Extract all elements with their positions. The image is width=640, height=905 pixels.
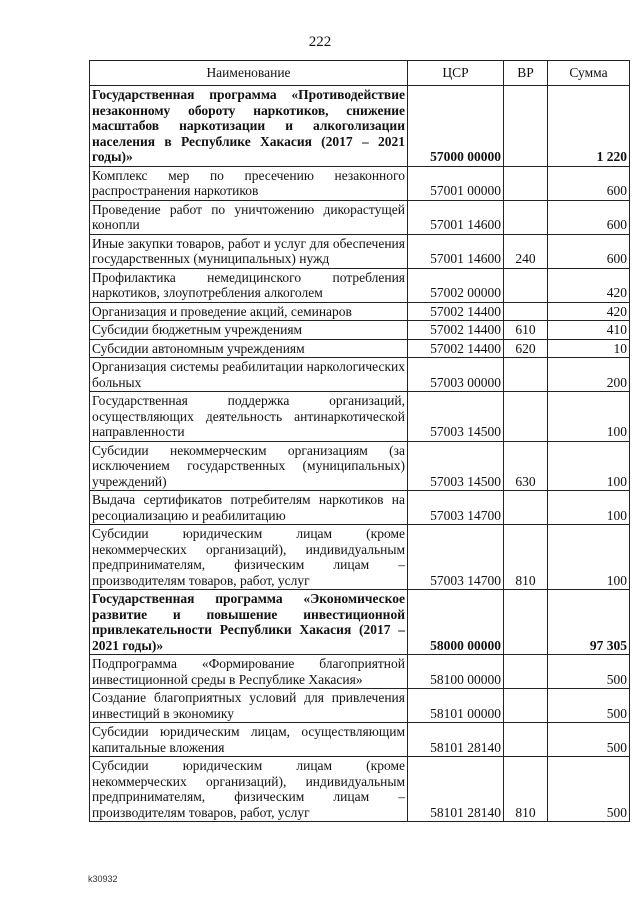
row-csr-cell: 57002 14400 — [408, 339, 504, 358]
row-sum-cell: 100 — [548, 525, 630, 590]
row-sum-cell: 10 — [548, 339, 630, 358]
row-vr-cell — [504, 689, 548, 723]
table-row — [90, 339, 630, 358]
row-sum-cell: 200 — [548, 358, 630, 392]
row-vr-cell: 610 — [504, 321, 548, 340]
row-sum-cell: 600 — [548, 200, 630, 234]
row-csr-cell: 58000 00000 — [408, 590, 504, 655]
row-csr-cell: 58101 28140 — [408, 757, 504, 822]
row-csr-cell: 57002 00000 — [408, 268, 504, 302]
row-sum-cell: 410 — [548, 321, 630, 340]
header-name: Наименование — [90, 61, 408, 86]
row-sum-cell: 500 — [548, 723, 630, 757]
table-header-row — [90, 61, 630, 86]
row-sum-cell: 100 — [548, 491, 630, 525]
row-name-cell: Профилактика немедицинского потребления наркотиков, злоупотребления алкоголем — [90, 268, 408, 302]
header-csr: ЦСР — [408, 61, 504, 86]
row-csr-cell: 57001 00000 — [408, 166, 504, 200]
row-name-cell: Создание благоприятных условий для привлечения инвестиций в экономику — [90, 689, 408, 723]
row-csr-cell: 58100 00000 — [408, 655, 504, 689]
table-row — [90, 302, 630, 321]
row-vr-cell: 810 — [504, 525, 548, 590]
row-csr-cell: 57003 14700 — [408, 525, 504, 590]
table-row — [90, 200, 630, 234]
row-name-cell: Организация и проведение акций, семинаров — [90, 302, 408, 321]
row-sum-cell: 500 — [548, 757, 630, 822]
row-vr-cell: 810 — [504, 757, 548, 822]
row-csr-cell: 57002 14400 — [408, 321, 504, 340]
row-sum-cell: 100 — [548, 392, 630, 442]
table-row — [90, 166, 630, 200]
row-name-cell: Выдача сертификатов потребителям наркотиков на ресоциализацию и реабилитацию — [90, 491, 408, 525]
table-row — [90, 655, 630, 689]
row-name-cell: Государственная программа «Противодействие незаконному обороту наркотиков, снижение масштабов наркотизации и алкоголизации населения в Республике Хакасия (2017 – 2021 годы)» — [90, 86, 408, 167]
row-csr-cell: 57000 00000 — [408, 86, 504, 167]
row-name-cell: Субсидии юридическим лицам, осуществляющим капитальные вложения — [90, 723, 408, 757]
row-vr-cell: 620 — [504, 339, 548, 358]
table-row — [90, 86, 630, 167]
row-sum-cell: 420 — [548, 302, 630, 321]
table-row — [90, 723, 630, 757]
row-csr-cell: 58101 00000 — [408, 689, 504, 723]
row-vr-cell — [504, 302, 548, 321]
row-sum-cell: 500 — [548, 655, 630, 689]
row-csr-cell: 57002 14400 — [408, 302, 504, 321]
row-sum-cell: 1 220 — [548, 86, 630, 167]
table-row — [90, 392, 630, 442]
row-name-cell: Проведение работ по уничтожению дикорастущей конопли — [90, 200, 408, 234]
row-name-cell: Подпрограмма «Формирование благоприятной инвестиционной среды в Республике Хакасия» — [90, 655, 408, 689]
table-row — [90, 757, 630, 822]
row-vr-cell: 240 — [504, 234, 548, 268]
table-row — [90, 358, 630, 392]
row-csr-cell: 57001 14600 — [408, 200, 504, 234]
row-sum-cell: 100 — [548, 441, 630, 491]
table-row — [90, 491, 630, 525]
row-name-cell: Организация системы реабилитации наркологических больных — [90, 358, 408, 392]
row-vr-cell — [504, 358, 548, 392]
table-body — [90, 86, 630, 822]
row-vr-cell: 630 — [504, 441, 548, 491]
row-sum-cell: 600 — [548, 234, 630, 268]
row-vr-cell — [504, 723, 548, 757]
header-sum: Сумма — [548, 61, 630, 86]
footer-code: k30932 — [88, 874, 118, 884]
header-vr: ВР — [504, 61, 548, 86]
row-name-cell: Государственная поддержка организаций, осуществляющих деятельность антинаркотической направленности — [90, 392, 408, 442]
row-csr-cell: 57001 14600 — [408, 234, 504, 268]
row-sum-cell: 500 — [548, 689, 630, 723]
row-vr-cell — [504, 200, 548, 234]
row-name-cell: Иные закупки товаров, работ и услуг для обеспечения государственных (муниципальных) нужд — [90, 234, 408, 268]
table-row — [90, 321, 630, 340]
table-row — [90, 268, 630, 302]
row-vr-cell — [504, 590, 548, 655]
row-name-cell: Субсидии некоммерческим организациям (за исключением государственных (муниципальных) учреждений) — [90, 441, 408, 491]
table-row — [90, 234, 630, 268]
budget-table — [89, 60, 630, 822]
row-csr-cell: 57003 14700 — [408, 491, 504, 525]
row-name-cell: Государственная программа «Экономическое развитие и повышение инвестиционной привлекательности Республики Хакасия (2017 – 2021 годы)» — [90, 590, 408, 655]
table-row — [90, 441, 630, 491]
row-csr-cell: 57003 14500 — [408, 392, 504, 442]
row-csr-cell: 57003 14500 — [408, 441, 504, 491]
table-row — [90, 525, 630, 590]
row-name-cell: Комплекс мер по пресечению незаконного распространения наркотиков — [90, 166, 408, 200]
row-csr-cell: 57003 00000 — [408, 358, 504, 392]
row-sum-cell: 97 305 — [548, 590, 630, 655]
table-row — [90, 590, 630, 655]
row-vr-cell — [504, 166, 548, 200]
row-sum-cell: 420 — [548, 268, 630, 302]
row-vr-cell — [504, 392, 548, 442]
row-csr-cell: 58101 28140 — [408, 723, 504, 757]
page-number: 222 — [308, 34, 332, 50]
row-vr-cell — [504, 268, 548, 302]
row-vr-cell — [504, 86, 548, 167]
row-name-cell: Субсидии юридическим лицам (кроме некоммерческих организаций), индивидуальным предпринимателям, физическим лицам – производителям товаров, работ, услуг — [90, 525, 408, 590]
row-name-cell: Субсидии бюджетным учреждениям — [90, 321, 408, 340]
row-sum-cell: 600 — [548, 166, 630, 200]
row-vr-cell — [504, 491, 548, 525]
row-name-cell: Субсидии автономным учреждениям — [90, 339, 408, 358]
table-row — [90, 689, 630, 723]
row-name-cell: Субсидии юридическим лицам (кроме некоммерческих организаций), индивидуальным предпринимателям, физическим лицам – производителям товаров, работ, услуг — [90, 757, 408, 822]
row-vr-cell — [504, 655, 548, 689]
